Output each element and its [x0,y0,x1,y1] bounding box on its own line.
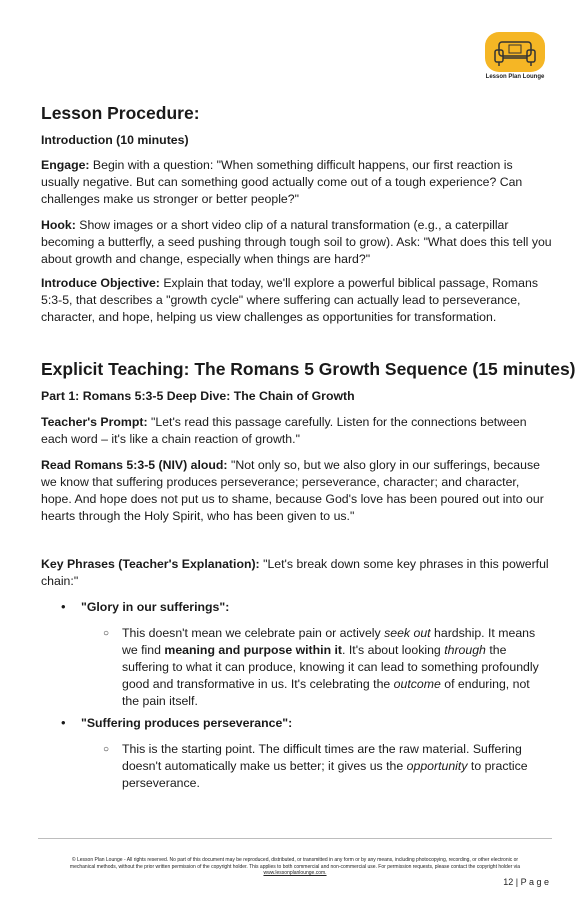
text-run: This is the starting point. The difficult times are the raw material. Suffering doesn't automatically make us better; it gives us the [122,742,522,773]
hook-label: Hook: [41,218,76,232]
read-text: "Not only so, but we also glory in our sufferings, because we know that suffering produces perseverance; perseverance, character; and character, hope. And hope does not put us to shame, because God's love has been poured out into our hearts through the Holy Spirit, who has been given to us." [41,458,544,523]
paragraph-hook [41,217,553,268]
paragraph-objective [41,275,553,326]
text-run-italic: opportunity [406,759,468,773]
prompt-label: Teacher's Prompt: [41,415,148,429]
bullet-dot: • [61,599,66,614]
sub-bullet-text-suffering [122,741,550,792]
text-run: hardship. It means we find [122,626,536,657]
read-label: Read Romans 5:3-5 (NIV) aloud: [41,458,228,472]
text-run: . It's about looking [342,643,445,657]
section-title-explicit-teaching: Explicit Teaching: The Romans 5 Growth Sequence (15 minutes) [41,359,576,379]
footer-divider [38,838,552,839]
subheading-part1: Part 1: Romans 5:3-5 Deep Dive: The Chain of Growth [41,389,355,403]
text-run: to practice perseverance. [122,759,528,790]
paragraph-engage [41,157,553,208]
paragraph-teacher-prompt [41,414,553,448]
website-link[interactable]: www.lessonplanlounge.com. [263,870,327,877]
engage-text: Begin with a question: "When something difficult happens, our first reaction is usually negative. But can something good actually come out of a tough experience? Can challenges make us stronger or better people?" [41,158,523,206]
text-run-italic: through [444,643,486,657]
key-label: Key Phrases (Teacher's Explanation): [41,557,260,571]
hook-text: Show images or a short video clip of a natural transformation (e.g., a caterpillar becoming a butterfly, a seed pushing through tough soil to grow). Ask: "What does this tell you about growth and change, especially when things are hard?" [41,218,552,266]
paragraph-read-romans [41,457,553,525]
paragraph-key-phrases [41,556,553,590]
section-title-lesson-procedure: Lesson Procedure: [41,103,200,123]
copyright-line-2: mechanical methods, without the prior written permission of the copyright holder. This applies to both commercial and non-commercial use. For permission requests, please contact the copyright holder via [69,863,521,870]
bullet-title-glory: "Glory in our sufferings": [81,600,230,614]
text-run: the suffering to what it can produce, knowing it can lead to something profoundly good and transformative in us. It's celebrating the [122,643,539,691]
text-run-italic: seek out [384,626,431,640]
sub-bullet-circle: ○ [103,744,110,755]
copyright-line-1: © Lesson Plan Lounge - All rights reserved. No part of this document may be reproduced, distributed, or transmitted in any form or by any means, including photocopying, recording, or other electronic or [71,857,519,863]
bullet-title-suffering: "Suffering produces perseverance": [81,716,293,730]
text-run-italic: outcome [393,677,441,691]
sub-bullet-circle: ○ [103,628,110,639]
prompt-text: "Let's read this passage carefully. Listen for the connections between each word – it's like a chain reaction of growth." [41,415,527,446]
page-number: 12 | P a g e [503,877,549,887]
engage-label: Engage: [41,158,90,172]
key-text: "Let's break down some key phrases in this powerful chain:" [41,557,549,588]
logo-text: Lesson Plan Lounge [485,74,545,80]
bullet-dot: • [61,715,66,730]
text-run-bold: meaning and purpose within it [164,643,343,657]
sub-bullet-text-glory [122,625,550,710]
objective-label: Introduce Objective: [41,276,160,290]
objective-text: Explain that today, we'll explore a powerful biblical passage, Romans 5:3-5, that describes a "growth cycle" where suffering can actually lead to perseverance, character, and hope, helping us view challenges as opportunities for transformation. [41,276,538,324]
copyright-footer [40,857,550,877]
subheading-introduction: Introduction (10 minutes) [41,133,189,147]
text-run: of enduring, not the pain itself. [122,677,530,708]
text-run: This doesn't mean we celebrate pain or actively [122,626,385,640]
